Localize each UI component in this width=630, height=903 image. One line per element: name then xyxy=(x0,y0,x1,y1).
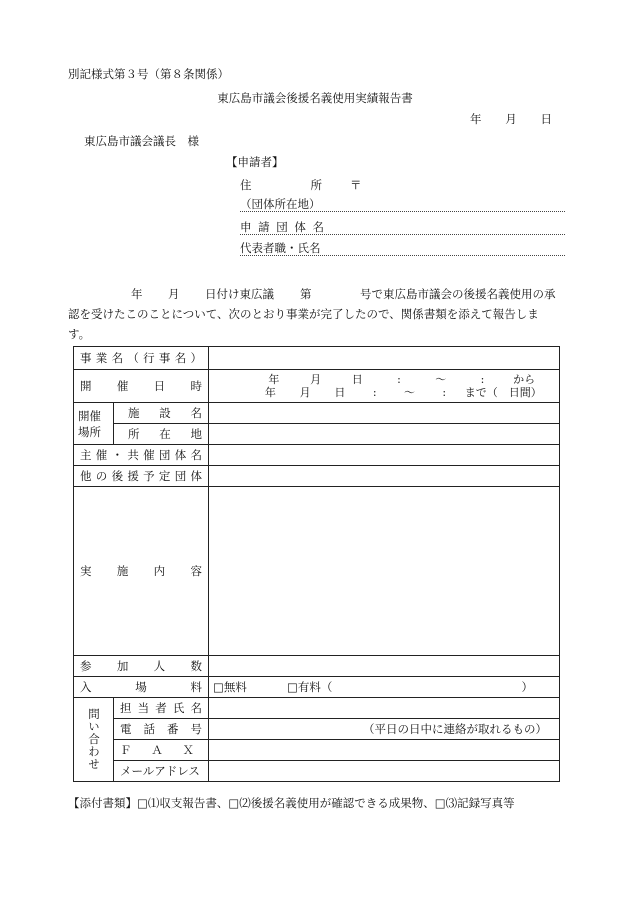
fee-free-checkbox[interactable]: □無料 xyxy=(213,680,247,694)
representative-label: 代表者職・氏名 xyxy=(240,241,321,255)
content-input[interactable] xyxy=(209,487,560,656)
row-participants xyxy=(74,656,560,677)
date-line: 年 月 日 xyxy=(470,112,552,126)
email-label: メールアドレス xyxy=(114,761,209,782)
location-label: 所 在 地 xyxy=(128,427,202,441)
row-event-name xyxy=(74,347,560,370)
organizer-input[interactable] xyxy=(209,445,560,466)
applicant-header: 【申請者】 xyxy=(226,155,284,169)
phone-input[interactable] xyxy=(209,719,560,740)
row-organizer xyxy=(74,445,560,466)
event-name-label: 事 業 名 （ 行 事 名 ） xyxy=(80,351,202,365)
other-sponsors-input[interactable] xyxy=(209,466,560,487)
fee-close-paren: ） xyxy=(521,680,533,694)
row-fax xyxy=(74,740,560,761)
person-label: 担 当 者 氏 名 xyxy=(120,701,202,715)
contact-label: 問い合わせ xyxy=(87,708,101,771)
phone-note: （平日の日中に連絡が取れるもの） xyxy=(363,722,547,736)
body-line-1: 年 月 日付け東広議 第 号で東広島市議会の後援名義使用の承 xyxy=(131,287,556,301)
participants-label: 参 加 人 数 xyxy=(80,659,202,673)
org-name-field[interactable] xyxy=(240,219,565,235)
row-datetime xyxy=(74,370,560,403)
phone-label: 電 話 番 号 xyxy=(120,722,202,736)
fax-label: Ｆ Ａ Ｘ xyxy=(120,743,194,757)
organizer-label: 主 催 ・ 共 催 団 体 名 xyxy=(80,448,202,462)
postal-mark: 〒 xyxy=(350,178,362,192)
datetime-input[interactable]: 年 月 日 : 〜 : から 年 月 日 : 〜 : まで（ 日間） xyxy=(209,370,560,403)
address-label: 住 所 xyxy=(240,178,322,192)
event-name-input[interactable] xyxy=(209,347,560,370)
other-sponsors-label: 他 の 後 援 予 定 団 体 xyxy=(80,469,202,483)
row-content xyxy=(74,487,560,656)
content-label: 実 施 内 容 xyxy=(80,564,202,578)
person-input[interactable] xyxy=(209,698,560,719)
row-facility xyxy=(74,403,560,424)
admission-label: 入 場 料 xyxy=(80,680,202,694)
facility-label: 施 設 名 xyxy=(128,406,202,420)
form-number: 別記様式第３号（第８条関係） xyxy=(68,67,229,81)
fax-input[interactable] xyxy=(209,740,560,761)
row-contact-person xyxy=(74,698,560,719)
org-address-field[interactable] xyxy=(240,196,565,212)
venue-label: 開催場所 xyxy=(74,403,114,445)
document-title: 東広島市議会後援名義使用実績報告書 xyxy=(217,91,413,105)
report-table xyxy=(73,346,560,782)
fee-paid-checkbox[interactable]: □有料（ xyxy=(287,680,333,694)
body-line-2: 認を受けたこのことについて、次のとおり事業が完了したので、関係書類を添えて報告しま xyxy=(68,307,539,321)
attachments-line: 【添付書類】□⑴収支報告書、□⑵後援名義使用が確認できる成果物、□⑶記録写真等 xyxy=(68,796,515,810)
org-address-note: （団体所在地） xyxy=(240,197,321,211)
row-admission xyxy=(74,677,560,698)
facility-input[interactable] xyxy=(209,403,560,424)
addressee: 東広島市議会議長 様 xyxy=(84,134,199,148)
email-input[interactable] xyxy=(209,761,560,782)
row-email xyxy=(74,761,560,782)
location-input[interactable] xyxy=(209,424,560,445)
body-line-3: す。 xyxy=(68,327,91,341)
row-location xyxy=(74,424,560,445)
datetime-label: 開 催 日 時 xyxy=(80,379,202,393)
row-other-sponsors xyxy=(74,466,560,487)
row-phone xyxy=(74,719,560,740)
org-name-label: 申 請 団 体 名 xyxy=(240,220,324,234)
representative-field[interactable] xyxy=(240,240,565,256)
participants-input[interactable] xyxy=(209,656,560,677)
